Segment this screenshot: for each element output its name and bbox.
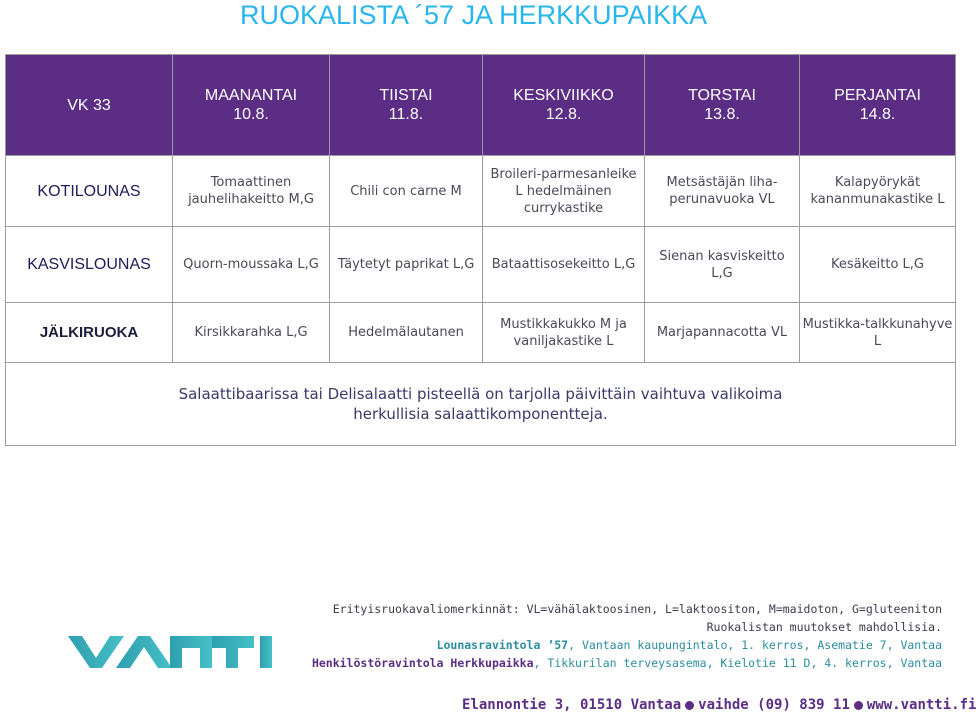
day-name: PERJANTAI [834,87,921,104]
menu-item: Metsästäjän liha-perunavuoka VL [645,156,800,227]
menu-item: Quorn-moussaka L,G [173,227,330,303]
menu-item: Bataattisosekeitto L,G [483,227,645,303]
day-header-tuesday [330,55,483,156]
menu-item: Kesäkeitto L,G [800,227,956,303]
day-date: 13.8. [704,106,740,123]
menu-item: Hedelmälautanen [330,303,483,363]
restaurant-1-name: Lounasravintola ’57 [436,638,569,652]
table-row [6,303,956,363]
table-row [6,156,956,227]
address-text: Elannontie 3, 01510 Vantaa [462,697,682,713]
menu-item: Mustikka-talkkunahyve L [800,303,956,363]
note-row [6,363,956,446]
salad-note-text: Salaattibaarissa tai Delisalaatti pisteellä on tarjolla päivittäin vaihtuva valikoima herkullisia salaattikomponentteja. [178,385,783,423]
footer-legend [312,600,942,672]
phone-text: vaihde (09) 839 11 [698,697,850,713]
website-link[interactable]: www.vantti.fi [866,697,976,713]
restaurant-2 [312,654,942,672]
menu-item: Chili con carne M [330,156,483,227]
day-date: 11.8. [388,106,424,123]
day-header-friday [800,55,956,156]
day-name: TORSTAI [688,87,756,104]
menu-table [5,54,956,446]
menu-item: Kalapyörykät kananmunakastike L [800,156,956,227]
day-header-monday [173,55,330,156]
menu-item: Kirsikkarahka L,G [173,303,330,363]
restaurant-1-address: , Vantaan kaupungintalo, 1. kerros, Asematie 7, Vantaa [568,638,942,652]
row-label-jalkiruoka: JÄLKIRUOKA [6,303,173,363]
contact-line [462,697,976,713]
day-header-thursday [645,55,800,156]
day-name: MAANANTAI [204,87,298,104]
menu-item: Tomaattinen jauhelihakeitto M,G [173,156,330,227]
legend-text: Erityisruokavaliomerkinnät: VL=vähälaktoosinen, L=laktoositon, M=maidoton, G=gluteeniton [332,602,942,616]
row-label-kasvislounas: KASVISLOUNAS [6,227,173,303]
day-name: TIISTAI [379,87,433,104]
vantti-logo [66,628,278,672]
menu-item: Broileri-parmesanleike L hedelmäinen currykastike [483,156,645,227]
bullet-icon [854,701,863,710]
salad-note [6,363,956,446]
day-date: 14.8. [859,106,896,123]
menu-item: Marjapannacotta VL [645,303,800,363]
bullet-icon [685,701,694,710]
changes-text: Ruokalistan muutokset mahdollisia. [706,620,942,634]
week-label: VK 33 [6,55,173,156]
page-title: RUOKALISTA ´57 JA HERKKUPAIKKA [240,0,708,30]
day-date: 12.8. [545,106,582,123]
header-row [6,55,956,156]
day-name: KESKIVIIKKO [513,87,614,104]
menu-item: Täytetyt paprikat L,G [330,227,483,303]
menu-item: Mustikkakukko M ja vaniljakastike L [483,303,645,363]
day-header-wednesday [483,55,645,156]
row-label-kotilounas: KOTILOUNAS [6,156,173,227]
day-date: 10.8. [233,106,269,123]
restaurant-2-address: , Tikkurilan terveysasema, Kielotie 11 D, 4. kerros, Vantaa [533,656,942,670]
restaurant-1 [312,636,942,654]
restaurant-2-name: Henkilöstöravintola Herkkupaikka [311,656,534,670]
table-row [6,227,956,303]
menu-item: Sienan kasviskeitto L,G [645,227,800,303]
